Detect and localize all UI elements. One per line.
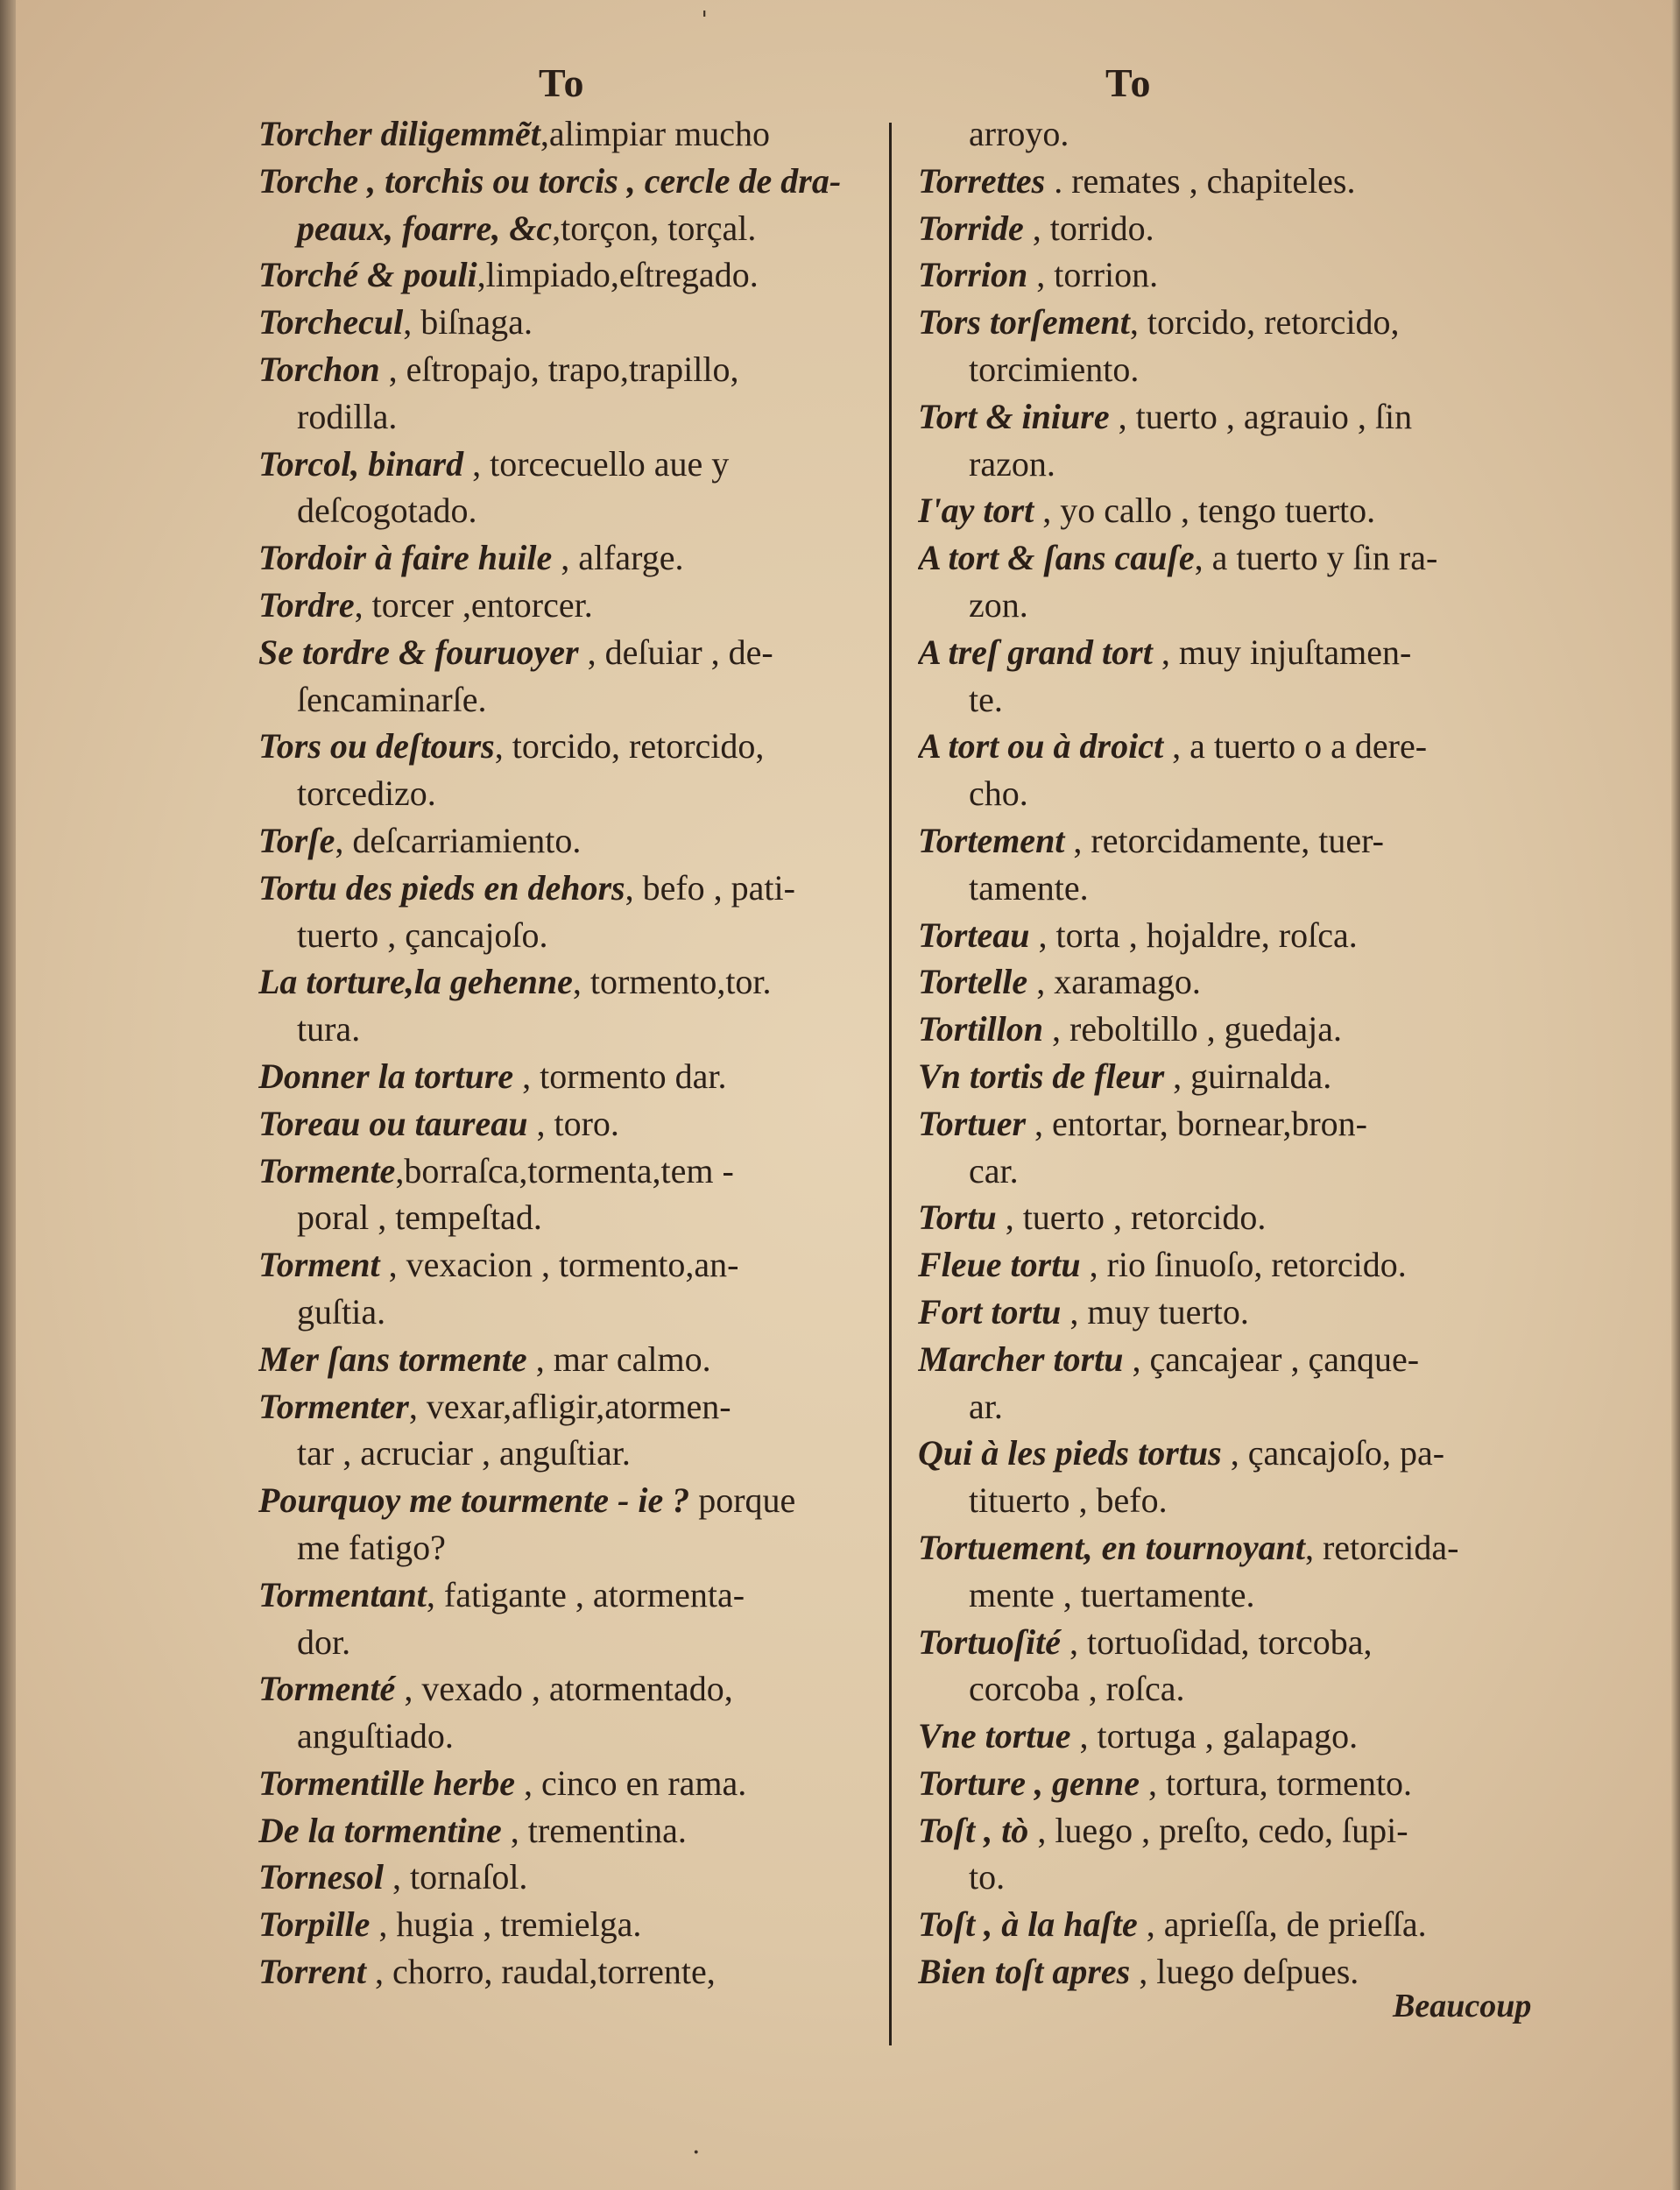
translation: poral , tempeſtad. xyxy=(297,1197,542,1238)
translation: , yo callo , tengo tuerto. xyxy=(1034,491,1376,531)
dictionary-line xyxy=(258,1194,887,1241)
headword: Toreau ou taureau xyxy=(258,1103,528,1143)
translation: , muy tuerto. xyxy=(1061,1291,1249,1332)
dictionary-line xyxy=(258,817,887,865)
translation: ,borraſca,tormenta,tem - xyxy=(395,1150,734,1190)
headword: Tortillon xyxy=(918,1009,1044,1049)
translation: ,limpiado,eſtregado. xyxy=(476,255,759,295)
translation: , tortuoſidad, torcoba, xyxy=(1061,1621,1373,1662)
headword: Tormenté xyxy=(258,1669,396,1709)
translation: , a tuerto o a dere- xyxy=(1163,726,1428,766)
dictionary-line xyxy=(258,487,887,534)
print-mark: ˈ xyxy=(701,7,709,38)
dictionary-line xyxy=(258,770,887,817)
headword: Bien toſt apres xyxy=(918,1952,1131,1992)
dictionary-line xyxy=(258,582,887,629)
headword: Vn tortis de fleur xyxy=(918,1056,1165,1096)
headword: Torcol, binard xyxy=(258,443,464,484)
dictionary-line xyxy=(258,393,887,441)
headword: Fort tortu xyxy=(918,1291,1062,1332)
translation: ,alimpiar mucho xyxy=(540,114,770,153)
translation: , torrido. xyxy=(1023,208,1154,248)
translation: tura. xyxy=(297,1009,361,1049)
headword: Donner la torture xyxy=(258,1056,514,1096)
headword: Torſe xyxy=(258,820,335,860)
dictionary-line xyxy=(918,1430,1553,1477)
dictionary-line xyxy=(918,1807,1553,1854)
translation: , vexado , atormentado, xyxy=(395,1669,733,1709)
dictionary-line xyxy=(918,1241,1553,1289)
dictionary-line xyxy=(918,1053,1553,1100)
translation: , torcer ,entorcer. xyxy=(354,584,593,625)
dictionary-line xyxy=(918,1383,1553,1431)
page-right-edge xyxy=(1671,0,1680,2190)
dictionary-line xyxy=(258,1289,887,1336)
headword: peaux, foarre, &c xyxy=(297,208,553,248)
headword: Torcher diligemmẽt xyxy=(258,114,540,153)
headword: La torture,la gehenne xyxy=(258,962,573,1002)
dictionary-line xyxy=(918,770,1553,817)
dictionary-line xyxy=(918,1524,1553,1572)
dictionary-line xyxy=(258,1854,887,1901)
dictionary-line xyxy=(918,1854,1553,1901)
dictionary-line xyxy=(258,629,887,676)
dictionary-line xyxy=(918,629,1553,676)
translation: , tortura, tormento. xyxy=(1140,1763,1413,1803)
headword: Tortuoſité xyxy=(918,1621,1061,1662)
translation: , eſtropajo, trapo,trapillo, xyxy=(379,349,739,389)
dictionary-line xyxy=(918,1477,1553,1524)
translation: , tormento,tor. xyxy=(572,962,772,1002)
translation: torcedizo. xyxy=(297,774,436,814)
translation: tar , acruciar , anguſtiar. xyxy=(297,1433,631,1473)
translation: tuerto , çancajoſo. xyxy=(297,915,548,955)
translation: , muy injuſtamen- xyxy=(1152,632,1412,672)
dictionary-line xyxy=(918,1665,1553,1713)
dictionary-line xyxy=(918,1148,1553,1195)
translation: , entortar, bornear,bron- xyxy=(1026,1103,1367,1143)
dictionary-line xyxy=(918,251,1553,299)
dictionary-line xyxy=(918,534,1553,582)
headword: A tort & ſans cauſe xyxy=(918,538,1195,578)
translation: , rio ſinuoſo, retorcido. xyxy=(1080,1245,1407,1285)
translation: arroyo. xyxy=(969,114,1069,153)
headword: I'ay tort xyxy=(918,491,1034,531)
translation: te. xyxy=(969,679,1003,719)
dictionary-line xyxy=(918,723,1553,770)
translation: , a tuerto y ſin ra- xyxy=(1194,538,1438,578)
dictionary-line xyxy=(258,158,887,205)
translation: , tormento dar. xyxy=(513,1056,727,1096)
right-column xyxy=(918,110,1553,1996)
dictionary-line xyxy=(258,346,887,393)
dictionary-line xyxy=(258,251,887,299)
headword: Tormentant xyxy=(258,1574,427,1614)
dictionary-line xyxy=(918,1336,1553,1383)
headword: Torche , torchis ou torcis , cercle de dra- xyxy=(258,160,842,201)
headword: Toſt , tò xyxy=(918,1810,1029,1850)
translation: , tortuga , galapago. xyxy=(1070,1716,1359,1756)
translation: razon. xyxy=(969,443,1055,484)
headword: Torché & pouli xyxy=(258,255,477,295)
translation: tamente. xyxy=(969,867,1089,908)
headword: Tortelle xyxy=(918,962,1028,1002)
dictionary-line xyxy=(918,393,1553,441)
headword: Qui à les pieds tortus xyxy=(918,1433,1222,1473)
headword: Torment xyxy=(258,1245,380,1285)
dictionary-line xyxy=(258,534,887,582)
dictionary-line xyxy=(258,865,887,912)
headword: Mer ſans tormente xyxy=(258,1339,527,1379)
translation: , torrion. xyxy=(1027,255,1159,295)
dictionary-line xyxy=(918,1006,1553,1053)
translation: , retorcida- xyxy=(1304,1527,1459,1567)
headword: Tormente xyxy=(258,1150,396,1190)
headword: Tordre xyxy=(258,584,355,625)
dictionary-line xyxy=(918,1760,1553,1807)
translation: anguſtiado. xyxy=(297,1716,454,1756)
headword: Tortu xyxy=(918,1197,997,1238)
headword: Toſt , à la haſte xyxy=(918,1904,1138,1945)
translation: , deſuiar , de- xyxy=(578,632,773,672)
translation: , trementina. xyxy=(501,1810,687,1850)
translation: , chorro, raudal,torrente, xyxy=(366,1952,716,1992)
headword: Torchecul xyxy=(258,302,404,343)
dictionary-line xyxy=(258,1619,887,1666)
translation: torcimiento. xyxy=(969,349,1140,389)
translation: , tuerto , retorcido. xyxy=(996,1197,1267,1238)
dictionary-line xyxy=(918,582,1553,629)
dictionary-line xyxy=(258,299,887,346)
translation: , xaramago. xyxy=(1027,962,1201,1002)
dictionary-line xyxy=(258,1148,887,1195)
headword: Tormentille herbe xyxy=(258,1763,515,1803)
dictionary-line xyxy=(258,1807,887,1854)
dictionary-line xyxy=(918,487,1553,534)
translation: , befo , pati- xyxy=(625,867,795,908)
dictionary-line xyxy=(258,1006,887,1053)
catchword: Beaucoup xyxy=(1393,1988,1532,2024)
dictionary-line xyxy=(918,865,1553,912)
dictionary-line xyxy=(258,676,887,724)
translation: ſencaminarſe. xyxy=(297,679,487,719)
translation: ,torçon, torçal. xyxy=(552,208,757,248)
translation: , guirnalda. xyxy=(1164,1056,1332,1096)
left-column-header: To xyxy=(539,60,586,105)
translation: , mar calmo. xyxy=(526,1339,711,1379)
dictionary-line xyxy=(258,1336,887,1383)
dictionary-line xyxy=(918,205,1553,252)
headword: Torrent xyxy=(258,1952,367,1992)
headword: A treſ grand tort xyxy=(918,632,1153,672)
page-left-edge xyxy=(0,0,16,2190)
headword: Se tordre & fouruoyer xyxy=(258,632,579,672)
translation: , torcido, retorcido, xyxy=(494,726,765,766)
dictionary-line xyxy=(258,205,887,252)
translation: dor. xyxy=(297,1621,351,1662)
translation: corcoba , roſca. xyxy=(969,1669,1185,1709)
dictionary-line xyxy=(258,912,887,959)
headword: Fleue tortu xyxy=(918,1245,1081,1285)
translation: , retorcidamente, tuer- xyxy=(1064,820,1384,860)
dictionary-line xyxy=(258,1713,887,1760)
headword: Tort & iniure xyxy=(918,396,1110,436)
headword: De la tormentine xyxy=(258,1810,502,1850)
translation: , çancajoſo, pa- xyxy=(1221,1433,1445,1473)
translation: car. xyxy=(969,1150,1019,1190)
headword: Torrettes xyxy=(918,160,1046,201)
left-column xyxy=(258,110,887,1996)
translation: , torta , hojaldre, roſca. xyxy=(1029,915,1358,955)
dictionary-line xyxy=(918,1194,1553,1241)
dictionary-line xyxy=(258,1572,887,1619)
dictionary-line xyxy=(918,1713,1553,1760)
translation: , vexacion , tormento,an- xyxy=(379,1245,739,1285)
dictionary-line xyxy=(258,1053,887,1100)
headword: Tornesol xyxy=(258,1857,385,1897)
headword: Vne tortue xyxy=(918,1716,1071,1756)
translation: tituerto , befo. xyxy=(969,1480,1168,1521)
dictionary-line xyxy=(918,1901,1553,1948)
translation: deſcogotado. xyxy=(297,491,477,531)
dictionary-line xyxy=(258,441,887,488)
dictionary-line xyxy=(918,676,1553,724)
translation: cho. xyxy=(969,774,1028,814)
column-divider xyxy=(889,123,892,2045)
translation: rodilla. xyxy=(297,396,398,436)
translation: , fatigante , atormenta- xyxy=(426,1574,745,1614)
dictionary-line xyxy=(918,1619,1553,1666)
translation: . remates , chapiteles. xyxy=(1045,160,1356,201)
translation: me fatigo? xyxy=(297,1527,446,1567)
headword: Tormenter xyxy=(258,1386,409,1426)
dictionary-line xyxy=(918,912,1553,959)
headword: Tortuement, en tournoyant xyxy=(918,1527,1305,1567)
headword: Torchon xyxy=(258,349,380,389)
translation: , luego , preſto, cedo, ſupi- xyxy=(1028,1810,1408,1850)
translation: to. xyxy=(969,1857,1006,1897)
translation: guſtia. xyxy=(297,1291,386,1332)
dictionary-line xyxy=(258,1241,887,1289)
headword: Pourquoy me tourmente - ie ? xyxy=(258,1480,690,1521)
translation: , luego deſpues. xyxy=(1130,1952,1359,1992)
translation: , deſcarriamiento. xyxy=(335,820,582,860)
headword: Tors ou deſtours xyxy=(258,726,495,766)
translation: , cinco en rama. xyxy=(514,1763,747,1803)
dictionary-line xyxy=(918,1289,1553,1336)
dictionary-line xyxy=(258,1901,887,1948)
dictionary-line xyxy=(918,817,1553,865)
headword: Tors torſement xyxy=(918,302,1130,343)
translation: , torcido, retorcido, xyxy=(1129,302,1400,343)
dictionary-line xyxy=(258,1665,887,1713)
translation: ar. xyxy=(969,1386,1003,1426)
headword: Torride xyxy=(918,208,1024,248)
translation: , çancajear , çanque- xyxy=(1123,1339,1420,1379)
dictionary-line xyxy=(918,299,1553,346)
dictionary-line xyxy=(258,1383,887,1431)
translation: , tornaſol. xyxy=(384,1857,528,1897)
translation: , toro. xyxy=(527,1103,619,1143)
dictionary-line xyxy=(258,723,887,770)
dictionary-line xyxy=(258,1430,887,1477)
right-column-header: To xyxy=(1105,60,1153,105)
dictionary-line xyxy=(918,441,1553,488)
dictionary-line xyxy=(258,110,887,158)
dictionary-line xyxy=(918,110,1553,158)
headword: Tortu des pieds en dehors xyxy=(258,867,625,908)
dictionary-line xyxy=(918,958,1553,1006)
headword: Tortuer xyxy=(918,1103,1027,1143)
translation: , torcecuello aue y xyxy=(463,443,730,484)
translation: mente , tuertamente. xyxy=(969,1574,1255,1614)
translation: , aprieſſa, de prieſſa. xyxy=(1137,1904,1427,1945)
dictionary-line xyxy=(258,1100,887,1148)
dictionary-line xyxy=(258,958,887,1006)
headword: Torpille xyxy=(258,1904,371,1945)
translation: , hugia , tremielga. xyxy=(370,1904,642,1945)
dictionary-line xyxy=(258,1948,887,1996)
dictionary-line xyxy=(258,1524,887,1572)
dictionary-line xyxy=(258,1760,887,1807)
dictionary-line xyxy=(258,1477,887,1524)
translation: , reboltillo , guedaja. xyxy=(1043,1009,1343,1049)
translation: , alfarge. xyxy=(552,538,684,578)
dictionary-line xyxy=(918,158,1553,205)
headword: Tordoir à faire huile xyxy=(258,538,553,578)
dictionary-line xyxy=(918,1100,1553,1148)
headword: A tort ou à droict xyxy=(918,726,1164,766)
headword: Torteau xyxy=(918,915,1030,955)
translation: zon. xyxy=(969,584,1028,625)
headword: Torrion xyxy=(918,255,1028,295)
dictionary-line xyxy=(918,346,1553,393)
headword: Tortement xyxy=(918,820,1065,860)
translation: porque xyxy=(689,1480,796,1521)
translation: , vexar,afligir,atormen- xyxy=(408,1386,731,1426)
translation: , biſnaga. xyxy=(403,302,533,343)
dictionary-line xyxy=(918,1572,1553,1619)
translation: , tuerto , agrauio , ſin xyxy=(1109,396,1413,436)
headword: Marcher tortu xyxy=(918,1339,1124,1379)
headword: Torture , genne xyxy=(918,1763,1140,1803)
print-mark: · xyxy=(692,2137,701,2168)
